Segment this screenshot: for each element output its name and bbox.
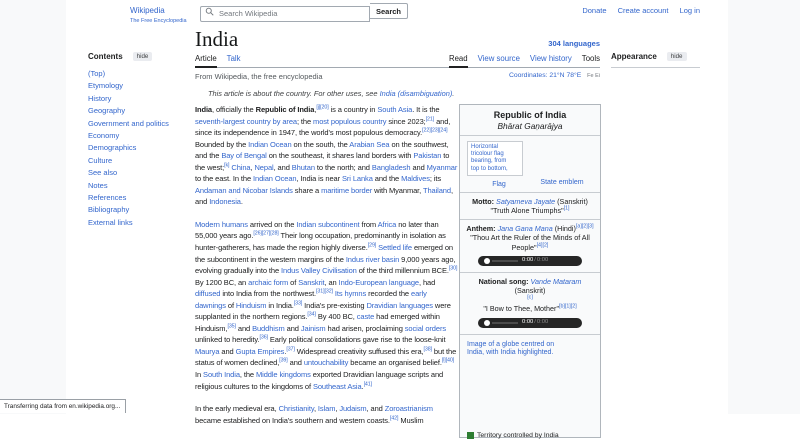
flag-cell (467, 141, 531, 188)
coordinates-text[interactable]: Coordinates: 21°N 78°E (508, 72, 582, 79)
tab-talk[interactable]: Talk (226, 54, 241, 63)
paragraph-lead: India, officially the Republic of India,[j][20] is a country in South Asia. It is the seventh-largest country by area; the most populous country since 2023;[21] and, since its independence in 1947, the world's most populous democracy.[22][23][24] Bounded by the Indian Ocean on the south, the Arabian Sea on the southwest, and the Bay of Bengal on the southeast, it shares land borders with Pakistan to the west;[k] China, Nepal, and Bhutan to the north; and Bangladesh and Myanmar to the east. In the Indian Ocean, India is near Sri Lanka and the Maldives; its Andaman and Nicobar Islands share a maritime border with Myanmar, Thailand, and Indonesia. (195, 104, 458, 207)
sidebar-item-culture[interactable]: Culture (88, 155, 113, 165)
sidebar-item-bibliography[interactable]: Bibliography (88, 205, 130, 215)
sidebar-item-external-links[interactable]: External links (88, 217, 133, 227)
player-current-time: 0:00 (522, 319, 534, 326)
appearance-title: Appearance (611, 52, 657, 61)
wikipedia-logo[interactable] (130, 4, 187, 26)
legend-swatch-green (467, 432, 474, 439)
player-time-separator: / (534, 257, 536, 264)
page-left-margin (0, 0, 66, 414)
song-audio-player[interactable] (478, 318, 582, 328)
sidebar-item-geography[interactable]: Geography (88, 106, 126, 116)
view-tabs (449, 54, 600, 67)
tab-article[interactable]: Article (195, 54, 217, 68)
flag-image-broken[interactable] (467, 141, 523, 176)
contents-hide-button[interactable]: hide (133, 52, 153, 61)
appearance-hide-button[interactable]: hide (667, 52, 687, 61)
hatnote: This article is about the country. For other uses, see India (disambiguation). (208, 89, 455, 98)
flag-emblem-row (460, 136, 600, 192)
player-time-separator: / (534, 319, 536, 326)
motto-translation: "Truth Alone Triumphs"[1] (490, 205, 570, 216)
wikipedia-tagline: The Free Encyclopedia (130, 18, 187, 24)
sidebar-item-notes[interactable]: Notes (88, 180, 108, 190)
browser-status-text: Transferring data from en.wikipedia.org... (0, 399, 126, 413)
coordinates-mini-icons: Fe Ei (587, 73, 600, 79)
motto-line: Motto: Satyameva Jayate (Sanskrit) (472, 196, 588, 206)
flag-caption-link[interactable]: Flag (492, 180, 506, 188)
contents-title: Contents (88, 52, 123, 61)
appearance-header (611, 52, 700, 61)
search-icon (205, 7, 214, 16)
infobox-native-name: Bhārat Gaṇarājya (497, 121, 563, 131)
sidebar-item-government-and-politics[interactable]: Government and politics (88, 118, 169, 128)
search-input[interactable] (200, 6, 370, 22)
wikipedia-wordmark[interactable]: Wikipedia (130, 6, 165, 15)
article-meta-row (195, 72, 600, 81)
player-total-time: 0:00 (536, 319, 549, 326)
tagline: From Wikipedia, the free encyclopedia (195, 72, 323, 81)
map-legend (467, 432, 593, 439)
appearance-panel (611, 52, 700, 68)
page-title: India (195, 27, 239, 51)
song-line: National song: Vande Mataram (Sanskrit) (478, 276, 582, 296)
donate-link[interactable]: Donate (582, 6, 607, 15)
anthem-block (460, 220, 600, 272)
song-ref: [c] (527, 294, 533, 301)
tools-menu[interactable]: Tools (581, 54, 600, 63)
flag-alt-line: tricolour flag (471, 151, 504, 158)
sidebar-item-top[interactable]: (Top) (88, 69, 106, 78)
page-right-margin (728, 0, 800, 414)
country-infobox (459, 104, 601, 438)
coordinates-link[interactable] (509, 72, 600, 81)
tab-read[interactable]: Read (449, 54, 468, 68)
sidebar-item-demographics[interactable]: Demographics (88, 143, 137, 153)
state-emblem-link[interactable]: State emblem (540, 178, 584, 186)
emblem-cell (531, 141, 593, 188)
flag-alt-line: bearing, from (471, 158, 507, 165)
song-translation: "I Bow to Thee, Mother"[b][1][2] (483, 304, 577, 314)
contents-header (88, 52, 198, 61)
globe-image-broken[interactable]: Image of a globe centred on India, with India highlighted. (467, 340, 555, 357)
sidebar-item-references[interactable]: References (88, 193, 127, 203)
sidebar-item-economy[interactable]: Economy (88, 131, 120, 141)
contents-list (88, 68, 198, 229)
namespace-tabs (195, 54, 241, 67)
map-empty-space (467, 358, 593, 432)
player-track[interactable] (492, 322, 518, 324)
tab-view-source[interactable]: View source (477, 54, 520, 63)
sidebar-item-history[interactable]: History (88, 93, 112, 103)
paragraph-history-1: Modern humans arrived on the Indian subcontinent from Africa no later than 55,000 years ago.[26][27][28] Their long occupation, predominantly in isolation as hunter-gatherers, has made the region highly diverse.[29] Settled life emerged on the subcontinent in the western margins of the Indus river basin 9,000 years ago, evolving gradually into the Indus Valley Civilisation of the third millennium BCE.[30] By 1200 BC, an archaic form of Sanskrit, an Indo-European language, had diffused into India from the northwest.[31][32] Its hymns recorded the early dawnings of Hinduism in India.[33] India's pre-existing Dravidian languages were supplanted in the northern regions.[34] By 400 BC, caste had emerged within Hinduism,[35] and Buddhism and Jainism had arisen, proclaiming social orders unlinked to heredity.[36] Early political consolidations gave rise to the loose-knit Maurya and Gupta Empires.[37] Widespread creativity suffused this era,[38] but the status of women declined,[39] and untouchability became an organised belief.[l][40] In South India, the Middle kingdoms exported Dravidian language scripts and religious cultures to the kingdoms of Southeast Asia.[41] (195, 219, 458, 391)
player-knob[interactable] (484, 258, 490, 264)
flag-alt-line: Horizontal (471, 144, 499, 150)
user-links (540, 6, 700, 15)
log-in-link[interactable]: Log in (679, 6, 700, 15)
sidebar-item-see-also[interactable]: See also (88, 168, 118, 178)
infobox-title: Republic of India (493, 110, 567, 120)
search-bar (200, 3, 408, 22)
motto-block (460, 193, 600, 219)
paragraph-history-2: In the early medieval era, Christianity, Islam, Judaism, and Zoroastrianism became established on India's southern and western coasts.[42] Muslim (195, 404, 433, 425)
player-current-time: 0:00 (522, 257, 534, 264)
anthem-audio-player[interactable] (478, 256, 582, 266)
map-cell (460, 335, 600, 443)
languages-button[interactable]: 304 languages (548, 39, 600, 48)
create-account-link[interactable]: Create account (617, 6, 669, 15)
sidebar-item-etymology[interactable]: Etymology (88, 81, 124, 91)
player-total-time: 0:00 (536, 257, 549, 264)
player-track[interactable] (492, 260, 518, 262)
article-body (195, 104, 458, 426)
tab-view-history[interactable]: View history (529, 54, 572, 63)
anthem-translation: "Thou Art the Ruler of the Minds of All People"[4][2] (470, 233, 590, 252)
contents-sidebar (88, 52, 198, 229)
player-knob[interactable] (484, 320, 490, 326)
anthem-line: Anthem: Jana Gana Mana (Hindi)[a][2][3] (466, 223, 594, 234)
tab-bar (195, 54, 600, 68)
flag-alt-line: top to bottom, (471, 165, 508, 172)
article-header (195, 27, 600, 51)
legend-label: Territory controlled by India (477, 431, 559, 439)
search-button[interactable]: Search (370, 3, 408, 19)
search-input-wrap (200, 3, 370, 22)
national-song-block (460, 273, 600, 334)
